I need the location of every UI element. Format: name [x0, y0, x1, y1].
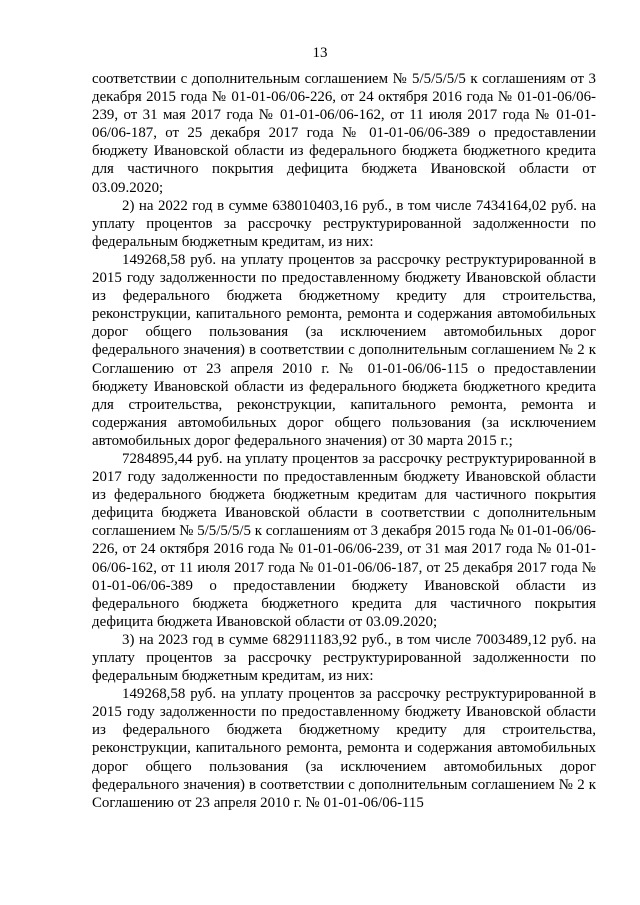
paragraph-continuation: соответствии с дополнительным соглашением № 5/5/5/5/5 к соглашениям от 3 декабря 2015 года № 01-01-06/06-226, от 24 октября 2016 года № 01-01-06/06-239, от 31 мая 2017 года № 01-01-06/06-162, от 11 июля 2017 года № 01-01-06/06-187, от 25 декабря 2017 года № 01-01-06/06-389 о предоставлении бюджету Ивановской области из федерального бюджета бюджетного кредита для частичного покрытия дефицита бюджета Ивановской области от 03.09.2020; — [92, 71, 596, 196]
paragraph-2022-road-credit: 149268,58 руб. на уплату процентов за рассрочку реструктурированной в 2015 году задолженности по предоставленному бюджету Ивановской области из федерального бюджета бюджетному кредиту для строительства, реконструкции, капитального ремонта, ремонта и содержания автомобильных дорог общего пользования (за исключением автомобильных дорог федерального значения) в соответствии с дополнительным соглашением № 2 к Соглашению от 23 апреля 2010 г. № 01-01-06/06-115 о предоставлении бюджету Ивановской области из федерального бюджета бюджетного кредита для строительства, реконструкции, капитального ремонта, ремонта и содержания автомобильных дорог общего пользования (за исключением автомобильных дорог федерального значения) от 30 марта 2015 г.; — [92, 251, 596, 449]
paragraph-2022-total: 2) на 2022 год в сумме 638010403,16 руб., в том числе 7434164,02 руб. на уплату процентов за рассрочку реструктурированной задолженности по федеральным бюджетным кредитам, из них: — [92, 197, 596, 250]
paragraph-2023-road-credit: 149268,58 руб. на уплату процентов за рассрочку реструктурированной в 2015 году задолженности по предоставленному бюджету Ивановской области из федерального бюджета бюджетному кредиту для строительства, реконструкции, капитального ремонта, ремонта и содержания автомобильных дорог общего пользования (за исключением автомобильных дорог федерального значения) в соответствии с дополнительным соглашением № 2 к Соглашению от 23 апреля 2010 г. № 01-01-06/06-115 — [92, 686, 596, 811]
body-text — [92, 70, 596, 812]
page-number: 13 — [312, 45, 328, 61]
paragraph-2022-deficit-credit: 7284895,44 руб. на уплату процентов за рассрочку реструктурированной в 2017 году задолженности по предоставленным бюджету Ивановской области из федерального бюджета бюджетным кредитам для частичного покрытия дефицита бюджета Ивановской области в соответствии с дополнительным соглашением № 5/5/5/5/5 к соглашениям от 3 декабря 2015 года № 01-01-06/06-226, от 24 октября 2016 года № 01-01-06/06-239, от 31 мая 2017 года № 01-01-06/06-162, от 11 июля 2017 года № 01-01-06/06-187, от 25 декабря 2017 года № 01-01-06/06-389 о предоставлении бюджету Ивановской области из федерального бюджета бюджетного кредита для частичного покрытия дефицита бюджета Ивановской области от 03.09.2020; — [92, 450, 596, 630]
paragraph-2023-total: 3) на 2023 год в сумме 682911183,92 руб., в том числе 7003489,12 руб. на уплату процентов за рассрочку реструктурированной задолженности по федеральным бюджетным кредитам, из них: — [92, 631, 596, 685]
